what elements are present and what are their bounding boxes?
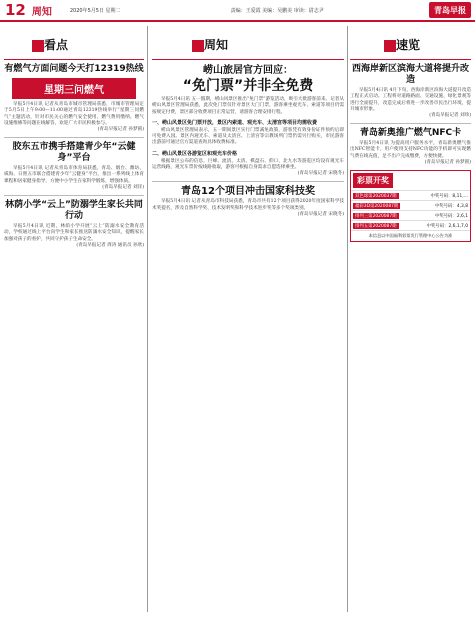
section-banner-zhouzhi [152, 26, 344, 60]
lottery-title: 彩票开奖 [353, 173, 393, 188]
article-body: 根据景区公布的信息，巨峰、流清、太清、棋盘石、仰口、北九水等游览区均设有观光车运营线路，观光车票价按线路收取，游客可根据自身需求自愿选择乘坐。 [152, 158, 344, 171]
article-source: (青岛早报记者 孙梦圆) [97, 127, 144, 133]
article-title[interactable]: 西海岸新区滨海大道将提升改造 [351, 64, 469, 85]
article-title[interactable]: 青岛12个项目冲击国家科技奖 [181, 186, 315, 198]
lottery-row [351, 220, 470, 230]
column-middle [152, 26, 344, 218]
divider [152, 181, 344, 182]
article-body: 早报5月4日讯 记者从青岛市科技局获悉，青岛市共有12个项目获得2020年度国家科学技术奖提名，涉及自然科学奖、技术发明奖和科学技术进步奖等多个奖项类别。 [152, 199, 344, 211]
column-divider [347, 26, 348, 612]
section-banner-sulan [350, 26, 471, 60]
lottery-draw: 福彩3D第2020087期 [355, 203, 399, 209]
banner-square-icon [192, 40, 204, 52]
article-source: (青岛早报记者 刘珍) [429, 113, 471, 119]
banner-label: 看点 [44, 38, 69, 52]
article-body: 早报5月4日讯 为提高用户服务水平，青岛新奥燃气推出NFC智能卡，用户使用支持NFC功能的手机即可实现燃气费在线充值，足不出户完成缴费，方便快捷。 [350, 141, 471, 159]
newspaper-logo: 青岛早报 [429, 2, 471, 18]
article-title[interactable]: 有燃气方面问题今天打12319热线 [4, 64, 144, 74]
subheading: 一、崂山风景区免门票开放，景区内索道、观光车、太清宫等项目均需收费 [152, 119, 318, 126]
lottery-box [350, 170, 471, 242]
column-right [350, 26, 471, 242]
lottery-row [351, 190, 470, 200]
divider [4, 195, 144, 196]
lottery-result: 中奖号码：4,3,8 [434, 203, 468, 209]
article-title[interactable]: 青岛新奥推广燃气NFC卡 [359, 128, 462, 139]
headline-kicker: 崂山旅居官方回应： [203, 65, 293, 76]
section-banner-kandian [4, 26, 144, 60]
article-source: (青岛早报记者 孙梦圆) [424, 160, 471, 166]
divider [4, 137, 144, 138]
article-body: 早报5月4日讯 记者从青岛市城市管理局获悉，市城市管理局定于5月5日上午9:00—11:00通过青岛12319热线举行“星期三问燃气”主题活动，针对市民关心的燃气安全使用、燃气费用缴纳、燃气设施维修等问题在线解答，欢迎广大市民积极参与。 [4, 102, 144, 126]
lottery-draw: 双色球第2020037期 [355, 193, 397, 199]
article-body: 早报5月4日讯 近期，林荫小学开展“云上”防溺水安全教育活动，学校通过线上平台向学生和家长推送防溺水安全知识，提醒家长加强对孩子的看护，共同守护孩子生命安全。 [4, 224, 144, 242]
headline[interactable]: “免门票”并非全免费 [182, 78, 314, 94]
article-body: 早报5月4日讯 记者从青岛市体育局获悉，青岛、烟台、潍坊、威海、日照五市联合搭建青少年“云健身”平台，推出一系列线上体育课程和居家健身指导，方便中小学生在家科学锻炼，增强体质。 [4, 166, 144, 184]
issue-date: 2020年5月5日 星期二 [69, 7, 121, 14]
editors-line: 责编：王爱霞 美编：吴鹏美 审读：尉志尹 [230, 7, 324, 14]
highlight-box: 星期三问燃气 [12, 78, 136, 99]
article-body: 崂山风景区管理局表示，五一期间景区实行门票减免政策，游客凭有效身份证件预约后即可免费入园。景区内观光车、索道及太清宫、上清宫等宗教场所门票仍需另行购买，市民游客出游前可通过官方渠道查询具体收费标准。 [152, 127, 344, 146]
article-body: 早报5月4日讯 4月下旬，西海岸新区滨海大道提升改造工程正式启动。工程将对道路路面、交通设施、绿化景观等进行全面提升，改造完成后将进一步改善市民出行环境，提升城市形象。 [350, 88, 471, 112]
article-title[interactable]: 胶东五市携手搭建青少年“云健身”平台 [12, 142, 136, 164]
lottery-result: 中奖号码：8,11,… [430, 193, 468, 199]
lottery-result: 中奖号码：2,6,1,7,0 [426, 223, 468, 229]
article-body: 早报5月4日讯 五一假期，崂山风景区推出“免门票”游览活动，吸引大批游客前来。记者从崂山风景区管理局获悉，此次免门票仅针对景区大门门票，游客乘坐观光车、索道等项目仍需按规定付费，景区部分收费项目正常运营，请游客合理安排行程。 [152, 97, 344, 115]
divider [350, 123, 471, 124]
article-source: (青岛早报记者 周涛 通讯员 孙欣) [76, 242, 144, 248]
banner-square-icon [384, 40, 396, 52]
page-number: 12 [5, 1, 26, 19]
column-left [4, 26, 144, 249]
lottery-note: 本信息以中国福利彩票发行管理中心公告为准 [351, 230, 470, 241]
section-title: 周知 [31, 6, 52, 18]
article-source: (青岛早报记者 刘洋) [102, 185, 144, 191]
article-source: (青岛早报记者 宋晓冬) [297, 211, 344, 217]
lottery-row [351, 200, 470, 210]
lottery-draw: 排列五第2020087期 [355, 223, 397, 229]
subheading: 二、崂山风景区各游览区和观光车价格 [152, 150, 238, 157]
banner-label: 速览 [396, 38, 421, 52]
column-divider [147, 26, 148, 612]
banner-label: 周知 [204, 38, 229, 52]
article-title[interactable]: 林荫小学“云上”防溺学生家长共同行动 [5, 200, 143, 222]
lottery-result: 中奖号码：2,6,1 [434, 213, 468, 219]
lottery-header [351, 171, 470, 190]
lottery-draw: 排列三第2020087期 [355, 213, 397, 219]
banner-square-icon [32, 40, 44, 52]
page-header [0, 0, 475, 22]
article-source: (青岛早报记者 宋晓冬) [297, 171, 344, 177]
lottery-row [351, 210, 470, 220]
